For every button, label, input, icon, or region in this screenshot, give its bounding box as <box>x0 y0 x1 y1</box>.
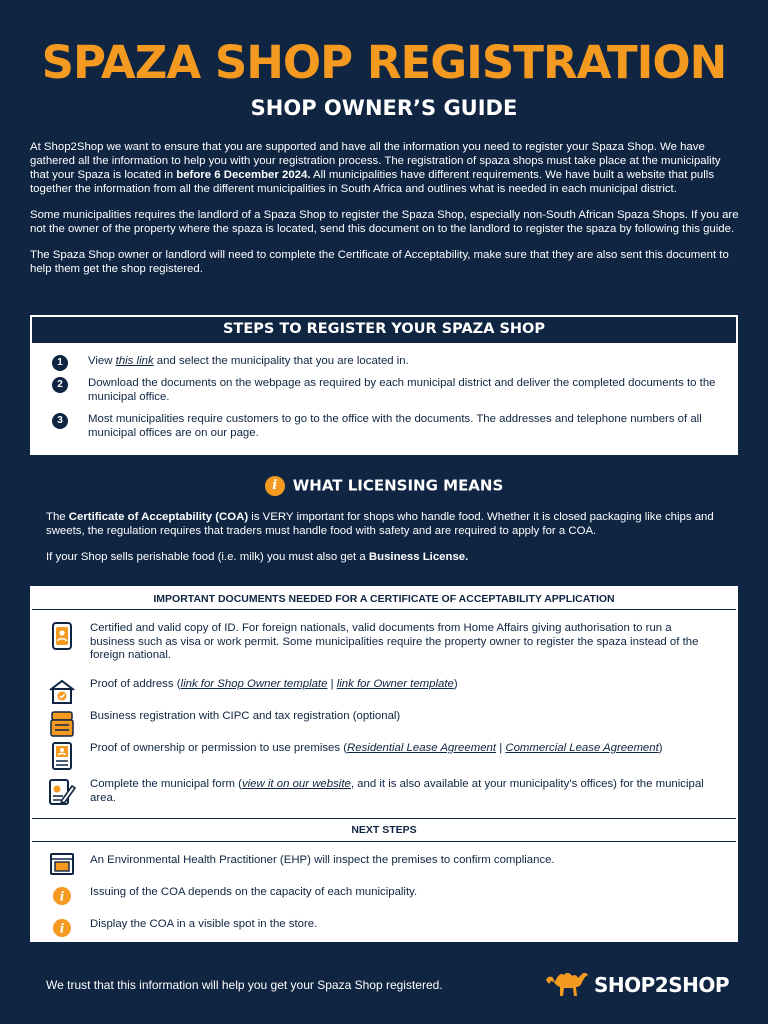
ownership-document-icon <box>48 742 76 770</box>
info-icon <box>48 882 76 910</box>
link-separator: | <box>496 742 506 754</box>
step-text: Most municipalities require customers to go to the office with the documents. The addresses and telephone numbers of all municipal offices are on our page. <box>88 413 702 439</box>
next-step-item <box>48 850 718 878</box>
footer-message: We trust that this information will help you get your Spaza Shop registered. <box>46 978 443 992</box>
coa-term: Certificate of Acceptability (COA) <box>68 511 249 523</box>
commercial-lease-link[interactable]: Commercial Lease Agreement <box>505 742 659 754</box>
inspection-icon <box>48 850 76 878</box>
step-text <box>88 355 716 371</box>
document-text-post: ) <box>453 678 458 690</box>
page-subtitle: SHOP OWNER’S GUIDE <box>250 96 518 120</box>
info-icon <box>48 914 76 942</box>
licensing-text: The <box>46 511 69 523</box>
next-step-text: An Environmental Health Practitioner (EHP) will inspect the premises to confirm compliance. <box>90 854 555 866</box>
link-separator: | <box>327 678 337 690</box>
document-text <box>90 778 718 805</box>
documents-box <box>30 586 738 942</box>
page-title: SPAZA SHOP REGISTRATION <box>41 36 727 89</box>
document-text-pre: Complete the municipal form ( <box>90 778 242 790</box>
camel-icon <box>544 966 590 1003</box>
form-edit-icon <box>48 778 76 806</box>
step-item <box>52 413 716 440</box>
document-text: Certified and valid copy of ID. For foreign nationals, valid documents from Home Affairs giving authorisation to run a business such as visa or work permit. Some municipalities require the property owner to register the spaza instead of the foreign national. <box>90 622 699 661</box>
document-text-pre: Proof of ownership or permission to use premises ( <box>90 742 348 754</box>
licensing-heading <box>0 476 768 496</box>
next-steps-heading: NEXT STEPS <box>32 818 736 842</box>
steps-box <box>30 315 738 455</box>
step-text: Download the documents on the webpage as required by each municipal district and deliver the completed documents to the municipal office. <box>88 377 716 403</box>
next-step-text: Issuing of the COA depends on the capacity of each municipality. <box>90 886 418 898</box>
house-icon <box>48 678 76 706</box>
intro-paragraph-1 <box>30 140 740 196</box>
step-item <box>52 377 716 404</box>
licensing-heading-text: WHAT LICENSING MEANS <box>292 476 504 495</box>
next-step-item <box>48 882 718 910</box>
business-license-term: Business License. <box>368 551 469 563</box>
step-number: 2 <box>52 377 68 393</box>
residential-lease-link[interactable]: Residential Lease Agreement <box>347 742 497 754</box>
info-icon: i <box>265 476 285 496</box>
id-card-icon <box>48 622 76 650</box>
shop2shop-logo <box>544 966 729 1003</box>
licensing-paragraph-1 <box>46 510 726 538</box>
intro-paragraph-2: Some municipalities requires the landlord of a Spaza Shop to register the Spaza Shop, especially non-South African Spaza Shops. If you are not the owner of the property where the spaza is located, send this document on to the landlord to register the spaza by following this guide. <box>30 209 739 235</box>
steps-heading: STEPS TO REGISTER YOUR SPAZA SHOP <box>32 317 736 343</box>
step-item <box>52 355 716 371</box>
document-text-pre: Proof of address ( <box>90 678 181 690</box>
intro-text: All municipalities have different requirements. We have built a website that pulls together the information from all the different municipalities in South Africa and outlines what is needed in each municipal district. <box>30 169 715 195</box>
step-text-post: and select the municipality that you are located in. <box>153 355 409 367</box>
step-number: 1 <box>52 355 68 371</box>
intro-text: At Shop2Shop we want to ensure that you are supported and have all the information you need to register your Spaza Shop. We have gathered all the information to help you with your registration process. The registration of spaza shops must take place at the municipality that your Spaza is located in <box>30 141 721 181</box>
next-step-text: Display the COA in a visible spot in the store. <box>90 918 318 930</box>
intro-section <box>30 140 740 288</box>
svg-text:i: i <box>59 889 65 904</box>
document-item <box>48 778 718 806</box>
documents-heading: IMPORTANT DOCUMENTS NEEDED FOR A CERTIFICATE OF ACCEPTABILITY APPLICATION <box>32 588 736 610</box>
document-text <box>90 742 718 756</box>
intro-paragraph-3: The Spaza Shop owner or landlord will need to complete the Certificate of Acceptability, make sure that they are also sent this document to help them get the shop registered. <box>30 249 729 275</box>
document-text: Business registration with CIPC and tax registration (optional) <box>90 710 401 722</box>
step-text-pre: View <box>88 355 116 367</box>
shop-owner-template-link[interactable]: link for Shop Owner template <box>180 678 328 690</box>
deadline-text: before 6 December 2024. <box>176 169 311 181</box>
register-icon <box>48 710 76 738</box>
licensing-paragraph-2 <box>46 550 726 564</box>
licensing-body <box>46 510 726 576</box>
svg-text:i: i <box>59 921 65 936</box>
document-text-post: , and it is also available at your municipality’s offices) for the municipal area. <box>90 778 704 804</box>
owner-template-link[interactable]: link for Owner template <box>336 678 454 690</box>
document-text-post: ) <box>658 742 663 754</box>
step-number: 3 <box>52 413 68 429</box>
licensing-text: is VERY important for shops who handle food. Whether it is closed packaging like chips and sweets, the regulation requires that traders must handle food with safety and are required to apply for a COA. <box>46 511 714 537</box>
document-item <box>48 742 718 770</box>
document-item <box>48 710 718 738</box>
this-link[interactable]: this link <box>115 355 154 367</box>
logo-text: SHOP2SHOP <box>594 972 730 997</box>
municipal-form-link[interactable]: view it on our website <box>241 778 351 790</box>
document-item <box>48 622 718 663</box>
document-text <box>90 678 718 692</box>
licensing-text: If your Shop sells perishable food (i.e. milk) you must also get a <box>46 551 369 563</box>
document-item <box>48 678 718 706</box>
next-step-item <box>48 914 718 942</box>
